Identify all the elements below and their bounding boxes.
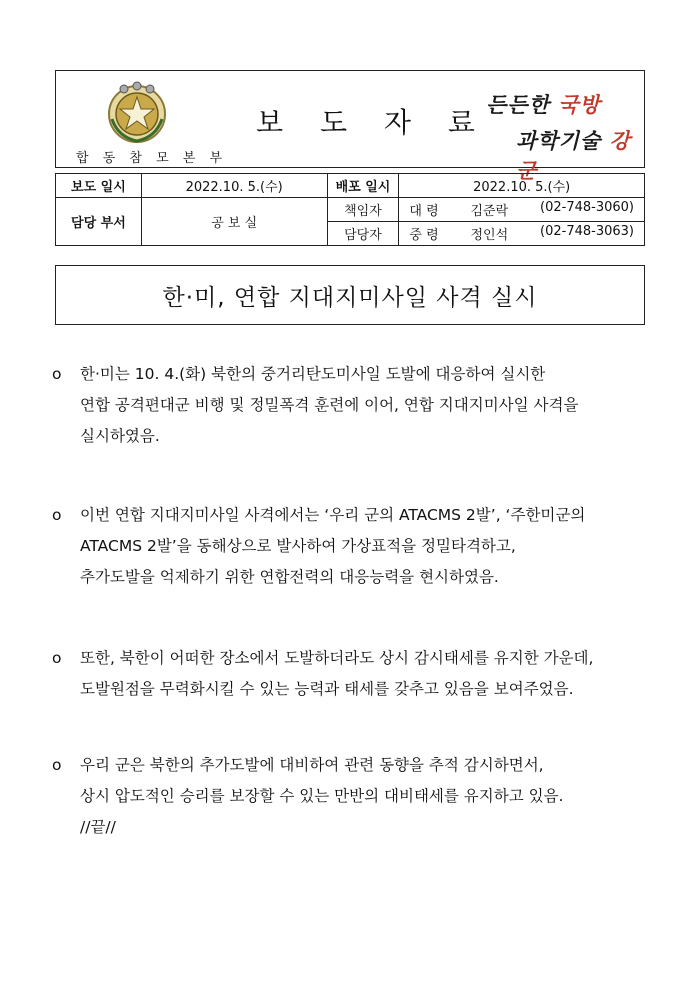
headline: 한·미, 연합 지대지미사일 사격 실시 [55, 265, 645, 325]
paragraph-3 [52, 643, 652, 705]
paragraph-line: 도발원점을 무력화시킬 수 있는 능력과 태세를 갖추고 있음을 보여주었음. [80, 680, 574, 698]
header-box [55, 70, 645, 183]
distribute-date-value: 2022.10. 5.(수) [399, 174, 645, 198]
paragraph-2 [52, 500, 652, 593]
paragraph-line: 연합 공격편대군 비행 및 정밀폭격 훈련에 이어, 연합 지대지미사일 사격을 [80, 396, 579, 414]
bullet: o [52, 365, 62, 383]
paragraph-1 [52, 359, 652, 452]
report-date-value: 2022.10. 5.(수) [141, 174, 327, 198]
distribute-date-label: 배포 일시 [327, 174, 399, 198]
paragraph-line: 추가도발을 억제하기 위한 연합전력의 대응능력을 현시하였음. [80, 568, 499, 586]
paragraph-line: 상시 압도적인 승리를 보장할 수 있는 만반의 대비태세를 유지하고 있음. [80, 787, 564, 805]
organization-name: 합 동 참 모 본 부 [76, 151, 228, 166]
contact-rank: 대 령 [409, 204, 439, 219]
paragraph-line: 또한, 북한이 어떠한 장소에서 도발하더라도 상시 감시태세를 유지한 가운데, [80, 649, 594, 667]
dept-label: 담당 부서 [56, 198, 142, 246]
table-row [56, 198, 645, 222]
contact-phone: (02-748-3060) [540, 200, 634, 215]
end-mark: //끝// [80, 818, 116, 836]
contact-details [399, 198, 645, 222]
contact-rank: 중 령 [409, 228, 439, 243]
dept-value: 공 보 실 [141, 198, 327, 246]
press-release-title: 보 도 자 료 [256, 106, 489, 139]
paragraph-line: 우리 군은 북한의 추가도발에 대비하여 관련 동향을 추적 감시하면서, [80, 756, 544, 774]
info-table [55, 173, 645, 246]
contact-role: 책임자 [327, 198, 399, 222]
paragraph-line: 실시하였음. [80, 427, 160, 445]
contact-name: 정인석 [470, 228, 509, 243]
slogan-logo: 든든한 국방 과학기술 강군 [486, 92, 631, 183]
paragraph-4 [52, 750, 652, 843]
bullet: o [52, 756, 62, 774]
contact-details [399, 222, 645, 246]
jcs-emblem-icon [104, 79, 170, 145]
paragraph-line: ATACMS 2발’을 동해상으로 발사하여 가상표적을 정밀타격하고, [80, 537, 516, 555]
table-row [56, 174, 645, 198]
contact-phone: (02-748-3063) [540, 224, 634, 239]
contact-name: 김준락 [470, 204, 509, 219]
bullet: o [52, 506, 62, 524]
paragraph-line: 이번 연합 지대지미사일 사격에서는 ‘우리 군의 ATACMS 2발’, ‘주한미군의 [80, 506, 586, 524]
paragraph-line: 한·미는 10. 4.(화) 북한의 중거리탄도미사일 도발에 대응하여 실시한 [80, 365, 546, 383]
bullet: o [52, 649, 62, 667]
contact-role: 담당자 [327, 222, 399, 246]
report-date-label: 보도 일시 [56, 174, 142, 198]
